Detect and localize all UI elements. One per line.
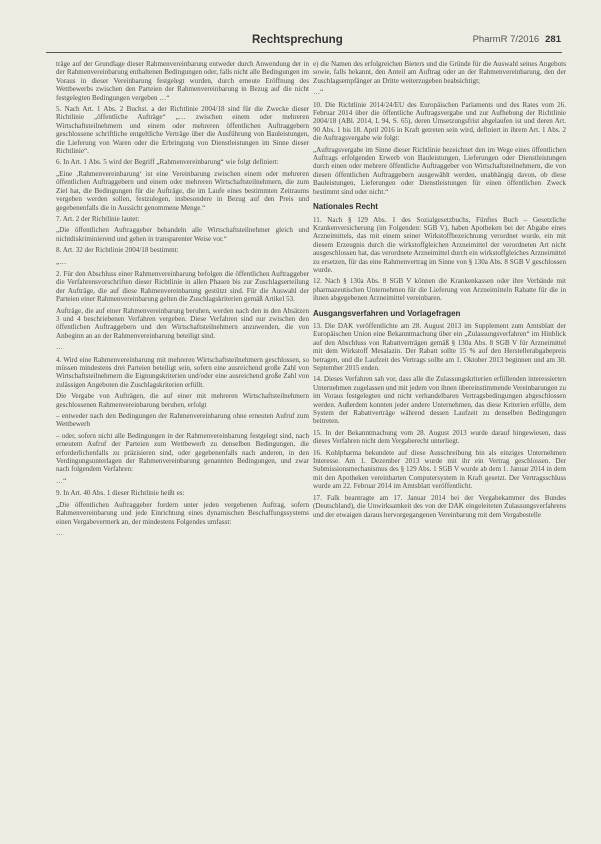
paragraph: 7. Art. 2 der Richtlinie lautet: [56, 214, 140, 223]
paragraph: 17. Falk beantragte am 17. Januar 2014 bei der Vergabekammer des Bundes (Deutschland), die Unwirksamkeit des von der DAK eingeleiteten Zulassungsverfahrens und der etwaigen daraus hervorgegangenen Vereinbarung mit dem Vergabestelle [313, 493, 566, 519]
left-column [56, 60, 309, 541]
paragraph: 8. Art. 32 der Richtlinie 2004/18 bestimmt: [56, 246, 179, 255]
paragraph: 10. Die Richtlinie 2014/24/EU des Europäischen Parlaments und des Rates vom 26. Februar 2014 über die öffentliche Auftragsvergabe und zur Aufhebung der Richtlinie 2004/18 (ABl. 2014, L 94, S. 65), deren Umsetzungsfrist abgelaufen ist und deren Art. 90 Abs. 1 bis 18. April 2016 in Kraft getreten sein wird, definiert in ihrem Art. 1 Abs. 2 die Auftragsvergabe wie folgt: [313, 100, 566, 143]
ellipsis: … [56, 528, 64, 537]
paragraph: 15. In der Bekanntmachung vom 28. August 2013 wurde darauf hingewiesen, dass dieses Verfahren nicht dem Vergaberecht unterliegt. [313, 428, 566, 446]
paragraph: 6. In Art. 1 Abs. 5 wird der Begriff „Rahmenvereinbarung“ wie folgt definiert: [56, 158, 279, 167]
right-column [313, 60, 566, 522]
ellipsis: …“ [56, 476, 67, 485]
section-heading: Ausgangsverfahren und Vorlagefragen [313, 308, 461, 318]
section-label: Rechtsprechung [252, 34, 343, 46]
paragraph: „Die öffentlichen Auftraggeber fordern unter jeden vergebenen Auftrag, sofern Rahmenvereinbarung und jede Einrichtung eines dynamischen Beschaffungssystems einen Vergabevermerk an, der mindestens Folgendes umfasst: [56, 500, 309, 526]
journal-reference [473, 34, 561, 45]
paragraph: 9. In Art. 40 Abs. 1 dieser Richtlinie heißt es: [56, 489, 185, 498]
paragraph: Die Vergabe von Aufträgen, die auf einer mit mehreren Wirtschaftsteilnehmern geschlossenen Rahmenvereinbarung beruhen, erfolgt [56, 392, 309, 409]
paragraph: 2. Für den Abschluss einer Rahmenvereinbarung befolgen die öffentlichen Auftraggeber die Verfahrensvorschriften dieser Richtlinie in allen Phasen bis zur Zuschlagserteilung der Aufträge, die auf diese Rahmenvereinbarung gestützt sind. Für die Auswahl der Parteien einer Rahmenvereinbarung gelten die Zuschlagskriterien gemäß Artikel 53. [56, 269, 309, 304]
paragraph: e) die Namen des erfolgreichen Bieters und die Gründe für die Auswahl seines Angebots sowie, falls bekannt, den Anteil am Auftrag oder an der Rahmenvereinbarung, den der Zuschlagsempfänger an Dritte weiterzugeben beabsichtigt; [313, 60, 566, 85]
header-rule [46, 52, 562, 53]
paragraph: – oder, sofern nicht alle Bedingungen in der Rahmenvereinbarung festgelegt sind, nach erneutem Aufruf der Parteien zum Wettbewerb zu denselben Bedingungen, die erforderlichenfalls zu präzisieren sind, oder gegebenenfalls nach anderen, in den Verdingungsunterlagen der Rahmenvereinbarung genannten Bedingungen, und zwar nach folgendem Verfahren: [56, 431, 309, 474]
section-heading: Nationales Recht [313, 202, 378, 212]
ellipsis: …“ [313, 88, 324, 97]
paragraph: 5. Nach Art. 1 Abs. 2 Buchst. a der Richtlinie 2004/18 sind für die Zwecke dieser Richtlinie „öffentliche Aufträge“ „… zwischen einem oder mehreren Wirtschaftsteilnehmern und einem oder mehreren öffentlichen Auftraggebern geschlossene schriftliche entgeltliche Verträge über die Ausführung von Bauleistungen, die Lieferung von Waren oder die Erbringung von Dienstleistungen im Sinne dieser Richtlinie“. [56, 105, 309, 156]
paragraph: 4. Wird eine Rahmenvereinbarung mit mehreren Wirtschaftsteilnehmern geschlossen, so müssen mindestens drei Parteien beteiligt sein, sofern eine ausreichend große Zahl von Wirtschaftsteilnehmern die Eignungskriterien und/oder eine ausreichend große Zahl von zulässigen Angeboten die Zuschlagskriterien erfüllt. [56, 355, 309, 389]
paragraph: 14. Dieses Verfahren sah vor, dass alle die Zulassungskriterien erfüllenden interessierten Unternehmen zugelassen und mit jedem von ihnen übereinstimmende Vereinbarungen zu im Voraus festgelegten und nicht verhandelbaren Vertragsbedingungen abgeschlossen werden. Außerdem konnten jeder andere Unternehmen, das diese Kriterien erfülle, dem System der Rabattverträge während dessen Laufzeit zu denselben Bedingungen beitreten. [313, 375, 567, 426]
paragraph: „Auftragsvergabe im Sinne dieser Richtlinie bezeichnet den im Wege eines öffentlichen Auftrags erfolgenden Erwerb von Bauleistungen, Lieferungen oder Dienstleistungen durch einen oder mehrere öffentliche Auftraggeber von Wirtschaftsteilnehmern, die von diesen öffentlichen Auftraggebern ausgewählt werden, unabhängig davon, ob diese Bauleistungen, Lieferungen oder Dienstleistungen für einen öffentlichen Zweck bestimmt sind oder nicht.“ [313, 145, 566, 196]
paragraph: „Eine ‚Rahmenvereinbarung‘ ist eine Vereinbarung zwischen einem oder mehreren öffentlichen Auftraggebern und einem oder mehreren Wirtschaftsteilnehmern, die zum Ziel hat, die Bedingungen für die Aufträge, die im Laufe eines bestimmten Zeitraums vergeben werden sollen, festzulegen, insbesondere in Bezug auf den Preis und gegebenenfalls die in Aussicht genommene Menge.“ [56, 169, 309, 212]
paragraph: Aufträge, die auf einer Rahmenvereinbarung beruhen, werden nach den in den Absätzen 3 und 4 beschriebenen Verfahren vergeben. Diese Verfahren sind nur zwischen den öffentlichen Auftraggebern und den Wirtschaftsteilnehmern anzuwenden, die von Anbeginn an an der Rahmenvereinbarung beteiligt sind. [56, 306, 309, 340]
paragraph: 12. Nach § 130a Abs. 8 SGB V können die Krankenkassen oder ihre Verbände mit pharmazeutischen Unternehmen für die Lieferung von Arzneimitteln Rabatte für die in ihnen abgegebenen Arzneimittel vereinbaren. [313, 277, 566, 303]
paragraph: 16. Kohlpharma bekundete auf diese Ausschreibung hin als einziges Unternehmen Interesse. Am 1. Dezember 2013 wurde mit ihr ein Vertrag geschlossen. Der Submissionsmechanismus des § 129 Abs. 1 SGB V wurde ab dem 1. Januar 2014 in dem mit den Apotheken vereinbarten Computersystem in Kraft gesetzt. Der Vertragsschluss wurde am 22. Februar 2014 im Amtsblatt veröffentlicht. [313, 448, 566, 491]
paragraph: „Die öffentlichen Auftraggeber behandeln alle Wirtschaftsteilnehmer gleich und nichtdiskriminierend und gehen in transparenter Weise vor.“ [56, 226, 309, 243]
paragraph: 11. Nach § 129 Abs. 1 des Sozialgesetzbuchs, Fünftes Buch – Gesetzliche Krankenversicherung (im Folgenden: SGB V), haben Apotheken bei der Abgabe eines Arzneimittels, das mit einem seiner Wirkstoffbezeichnung verordnet wurde, ein mit diesem Erzeugnis durch die wirkstoffgleichen Arzneimittel der verordneten Art nicht ausgeschlossen hat, das verordnete Arzneimittel durch ein wirkstoffgleiches Arzneimittel zu ersetzen, für das eine Rahmenvertrag im Sinne von § 130a Abs. 8 SGB V geschlossen wurde. [313, 215, 566, 274]
page-number: 281 [545, 34, 561, 45]
paragraph: – entweder nach den Bedingungen der Rahmenvereinbarung ohne erneuten Aufruf zum Wettbewerb [56, 412, 309, 429]
paragraph: 13. Die DAK veröffentlichte am 28. August 2013 im Supplement zum Amtsblatt der Europäischen Union eine Bekanntmachung über ein „Zulassungsverfahren“ im Hinblick auf den Abschluss von Rabattverträgen gemäß § 130a Abs. 8 SGB V für Arzneimittel mit dem Wirkstoff Mesalazin. Der Rabatt sollte 15 % auf den Herstellerabgabepreis betragen, und die Laufzeit des Vertrags sollte am 1. Oktober 2013 beginnen und am 30. September 2015 enden. [313, 321, 566, 372]
journal-name: PharmR 7/2016 [472, 34, 540, 45]
ellipsis: … [56, 343, 64, 352]
paragraph: träge auf der Grundlage dieser Rahmenvereinbarung entweder durch Anwendung der in der Rahmenvereinbarung enthaltenen Bedingungen oder, falls nicht alle Bedingungen im Voraus in dieser Vereinbarung festgelegt wurden, durch erneute Eröffnung des Wettbewerbs zwischen den Parteien der Rahmenvereinbarung in Bezug auf die nicht festgelegten Bedingungen vergeben …“ [56, 60, 309, 102]
ellipsis: „… [56, 257, 67, 266]
